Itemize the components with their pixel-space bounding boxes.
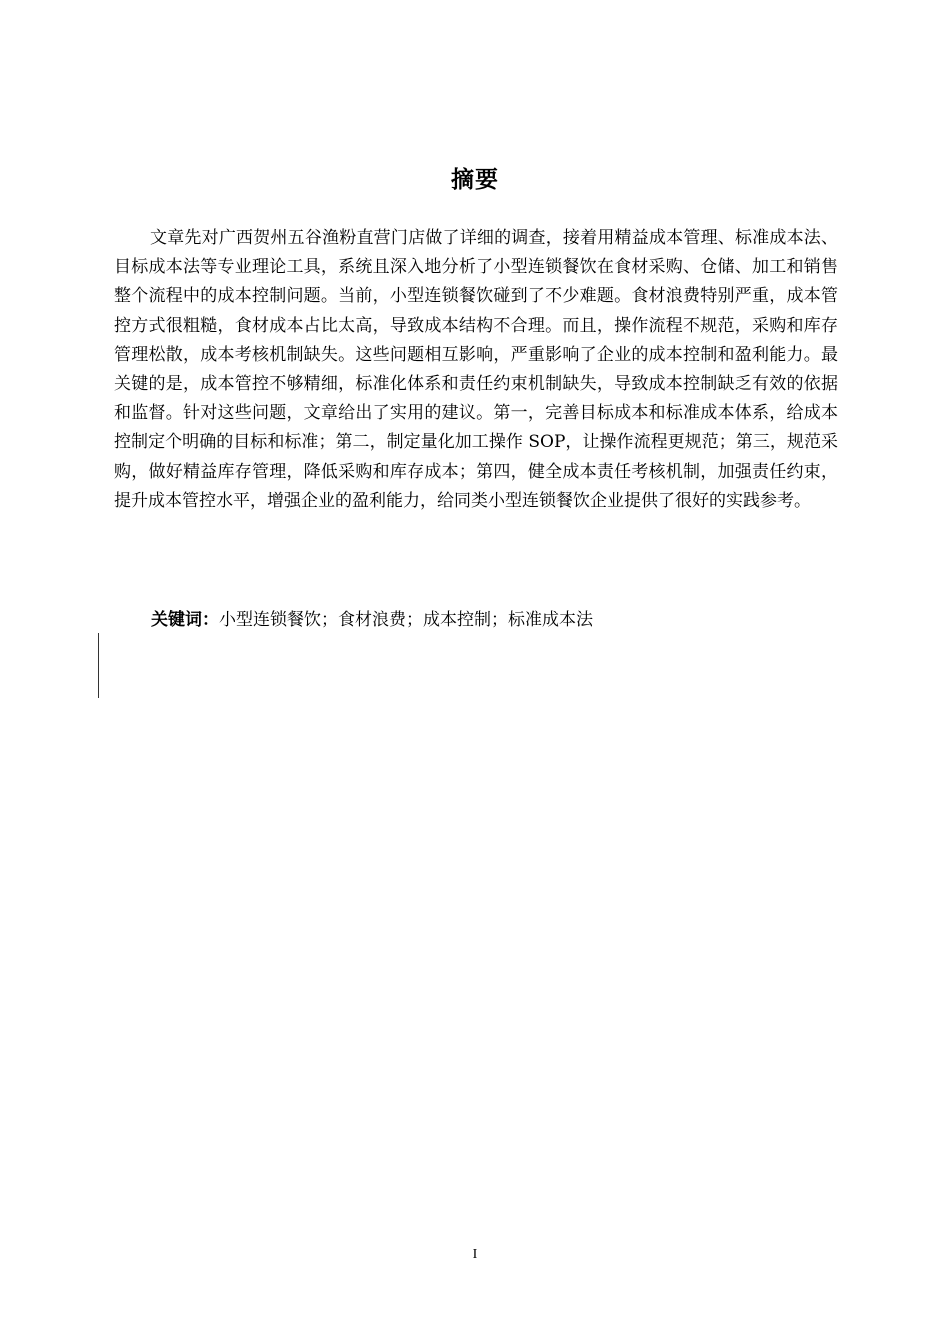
margin-divider-line xyxy=(98,633,99,698)
page-number: I xyxy=(472,1247,478,1262)
keywords-label: 关键词： xyxy=(151,610,219,630)
keywords-line xyxy=(151,606,841,635)
keywords-value: 小型连锁餐饮；食材浪费；成本控制；标准成本法 xyxy=(219,610,593,630)
abstract-title: 摘要 xyxy=(451,167,499,193)
abstract-paragraph: 文章先对广西贺州五谷渔粉直营门店做了详细的调查，接着用精益成本管理、标准成本法、目标成本法等专业理论工具，系统且深入地分析了小型连锁餐饮在食材采购、仓储、加工和销售整个流程中的成本控制问题。当前，小型连锁餐饮碰到了不少难题。食材浪费特别严重，成本管控方式很粗糙，食材成本占比太高，导致成本结构不合理。而且，操作流程不规范，采购和库存管理松散，成本考核机制缺失。这些问题相互影响，严重影响了企业的成本控制和盈利能力。最关键的是，成本管控不够精细，标准化体系和责任约束机制缺失，导致成本控制缺乏有效的依据和监督。针对这些问题，文章给出了实用的建议。第一，完善目标成本和标准成本体系，给成本控制定个明确的目标和标准；第二，制定量化加工操作 SOP，让操作流程更规范；第三，规范采购，做好精益库存管理，降低采购和库存成本；第四，健全成本责任考核机制，加强责任约束，提升成本管控水平，增强企业的盈利能力，给同类小型连锁餐饮企业提供了很好的实践参考。 xyxy=(114,228,838,511)
